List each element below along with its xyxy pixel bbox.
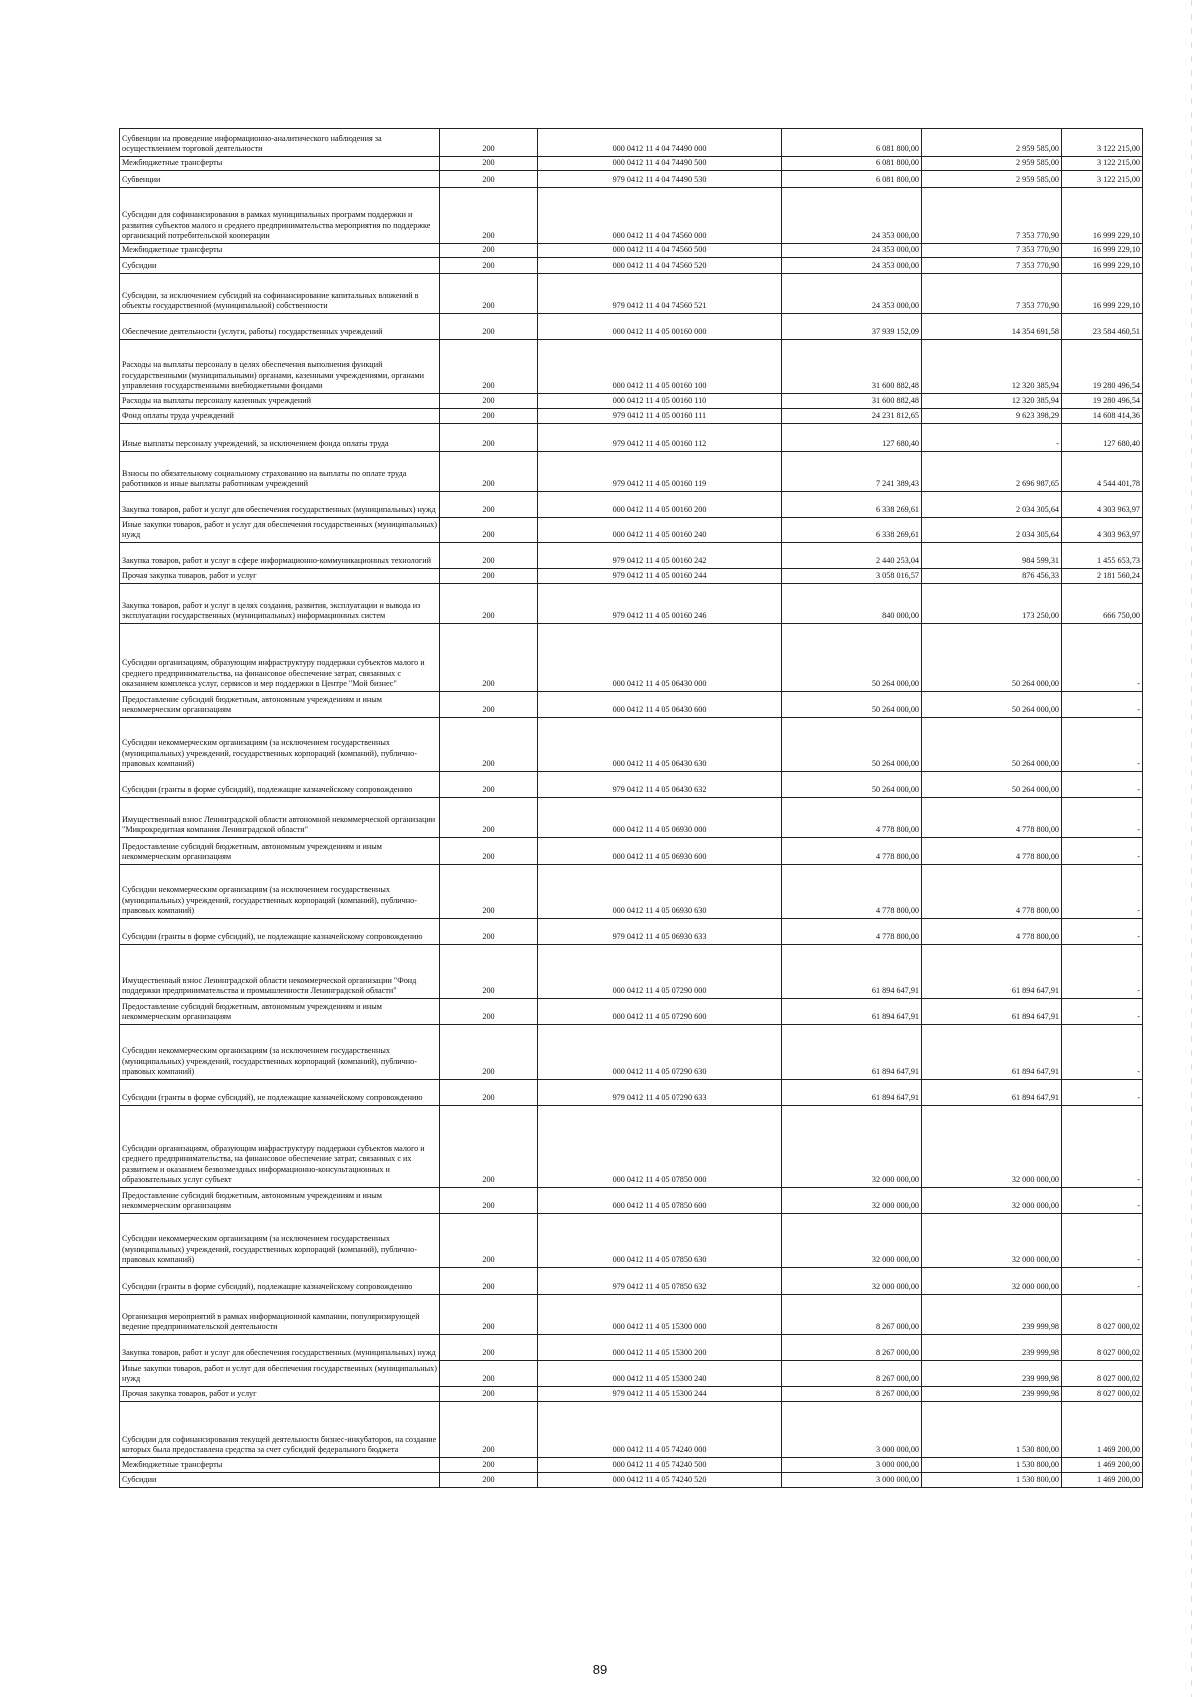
cell-unexecuted-amount: -	[1062, 999, 1143, 1025]
cell-executed-amount: 12 320 385,94	[922, 394, 1062, 409]
cell-expense-name: Субсидии, за исключением субсидий на софинансирование капитальных вложений в объекты государственной (муниципальной) собственности	[120, 274, 440, 314]
cell-classification-code: 000 0412 11 4 04 74560 500	[538, 244, 782, 258]
cell-approved-amount: 24 353 000,00	[782, 188, 922, 244]
cell-classification-code: 000 0412 11 4 05 00160 000	[538, 314, 782, 340]
cell-classification-code: 979 0412 11 4 05 00160 111	[538, 409, 782, 424]
cell-unexecuted-amount: 19 280 496,54	[1062, 340, 1143, 394]
cell-unexecuted-amount: 4 303 963,97	[1062, 518, 1143, 543]
cell-unexecuted-amount: -	[1062, 798, 1143, 838]
table-row	[120, 772, 1143, 798]
cell-approved-amount: 24 231 812,65	[782, 409, 922, 424]
cell-line-code: 200	[440, 394, 538, 409]
cell-executed-amount: 7 353 770,90	[922, 188, 1062, 244]
cell-classification-code: 000 0412 11 4 05 00160 240	[538, 518, 782, 543]
cell-line-code: 200	[440, 1402, 538, 1458]
cell-executed-amount: 1 530 800,00	[922, 1458, 1062, 1473]
table-row	[120, 1402, 1143, 1458]
cell-executed-amount: 173 250,00	[922, 584, 1062, 624]
cell-executed-amount: 239 999,98	[922, 1387, 1062, 1402]
cell-classification-code: 000 0412 11 4 05 15300 200	[538, 1335, 782, 1361]
cell-unexecuted-amount: 1 455 653,73	[1062, 543, 1143, 569]
cell-executed-amount: 12 320 385,94	[922, 340, 1062, 394]
cell-line-code: 200	[440, 1295, 538, 1335]
cell-expense-name: Взносы по обязательному социальному страхованию на выплаты по оплате труда работников и иные выплаты работникам учреждений	[120, 452, 440, 492]
cell-classification-code: 000 0412 11 4 05 07850 000	[538, 1106, 782, 1188]
cell-approved-amount: 7 241 389,43	[782, 452, 922, 492]
cell-executed-amount: -	[922, 424, 1062, 452]
cell-executed-amount: 239 999,98	[922, 1361, 1062, 1387]
cell-approved-amount: 32 000 000,00	[782, 1188, 922, 1214]
cell-approved-amount: 6 081 800,00	[782, 171, 922, 188]
cell-unexecuted-amount: 2 181 560,24	[1062, 569, 1143, 584]
cell-executed-amount: 7 353 770,90	[922, 274, 1062, 314]
cell-expense-name: Закупка товаров, работ и услуг для обеспечения государственных (муниципальных) нужд	[120, 492, 440, 518]
cell-expense-name: Субсидии (гранты в форме субсидий), подлежащие казначейскому сопровождению	[120, 772, 440, 798]
cell-expense-name: Субвенции на проведение информационно-аналитического наблюдения за осуществлением торговой деятельности	[120, 129, 440, 157]
cell-executed-amount: 50 264 000,00	[922, 692, 1062, 718]
page-number: 89	[592, 1662, 608, 1677]
cell-line-code: 200	[440, 340, 538, 394]
cell-expense-name: Обеспечение деятельности (услуги, работы) государственных учреждений	[120, 314, 440, 340]
cell-approved-amount: 8 267 000,00	[782, 1387, 922, 1402]
cell-executed-amount: 61 894 647,91	[922, 1025, 1062, 1080]
cell-executed-amount: 876 456,33	[922, 569, 1062, 584]
cell-unexecuted-amount: 4 303 963,97	[1062, 492, 1143, 518]
cell-line-code: 200	[440, 919, 538, 945]
budget-expenditure-table	[119, 128, 1143, 1488]
cell-approved-amount: 32 000 000,00	[782, 1214, 922, 1268]
cell-unexecuted-amount: -	[1062, 1106, 1143, 1188]
cell-unexecuted-amount: 8 027 000,02	[1062, 1335, 1143, 1361]
cell-line-code: 200	[440, 1361, 538, 1387]
cell-approved-amount: 6 338 269,61	[782, 492, 922, 518]
cell-unexecuted-amount: 8 027 000,02	[1062, 1361, 1143, 1387]
table-row	[120, 1295, 1143, 1335]
table-row	[120, 584, 1143, 624]
cell-executed-amount: 4 778 800,00	[922, 838, 1062, 865]
cell-classification-code: 000 0412 11 4 05 07290 000	[538, 945, 782, 999]
cell-executed-amount: 2 959 585,00	[922, 171, 1062, 188]
cell-unexecuted-amount: -	[1062, 1188, 1143, 1214]
cell-classification-code: 979 0412 11 4 05 15300 244	[538, 1387, 782, 1402]
cell-executed-amount: 32 000 000,00	[922, 1268, 1062, 1295]
cell-line-code: 200	[440, 1188, 538, 1214]
cell-unexecuted-amount: -	[1062, 1214, 1143, 1268]
cell-approved-amount: 50 264 000,00	[782, 772, 922, 798]
cell-unexecuted-amount: 14 608 414,36	[1062, 409, 1143, 424]
table-row	[120, 1188, 1143, 1214]
cell-classification-code: 000 0412 11 4 05 15300 000	[538, 1295, 782, 1335]
table-row	[120, 798, 1143, 838]
cell-line-code: 200	[440, 424, 538, 452]
cell-unexecuted-amount: 1 469 200,00	[1062, 1473, 1143, 1488]
cell-classification-code: 000 0412 11 4 05 06930 000	[538, 798, 782, 838]
cell-executed-amount: 61 894 647,91	[922, 1080, 1062, 1106]
cell-expense-name: Субсидии (гранты в форме субсидий), не подлежащие казначейскому сопровождению	[120, 1080, 440, 1106]
cell-unexecuted-amount: 666 750,00	[1062, 584, 1143, 624]
cell-approved-amount: 61 894 647,91	[782, 999, 922, 1025]
cell-line-code: 200	[440, 1214, 538, 1268]
cell-approved-amount: 24 353 000,00	[782, 244, 922, 258]
cell-line-code: 200	[440, 798, 538, 838]
cell-classification-code: 000 0412 11 4 05 06930 600	[538, 838, 782, 865]
cell-classification-code: 979 0412 11 4 05 07850 632	[538, 1268, 782, 1295]
cell-approved-amount: 3 058 016,57	[782, 569, 922, 584]
cell-line-code: 200	[440, 569, 538, 584]
cell-classification-code: 979 0412 11 4 04 74560 521	[538, 274, 782, 314]
cell-classification-code: 000 0412 11 4 05 74240 000	[538, 1402, 782, 1458]
cell-approved-amount: 24 353 000,00	[782, 258, 922, 274]
cell-unexecuted-amount: -	[1062, 1080, 1143, 1106]
cell-approved-amount: 6 081 800,00	[782, 129, 922, 157]
cell-expense-name: Имущественный взнос Ленинградской области некоммерческой организации "Фонд поддержки предпринимательства и промышленности Ленинградской области"	[120, 945, 440, 999]
cell-approved-amount: 32 000 000,00	[782, 1106, 922, 1188]
cell-unexecuted-amount: 3 122 215,00	[1062, 157, 1143, 171]
cell-classification-code: 000 0412 11 4 05 00160 100	[538, 340, 782, 394]
cell-executed-amount: 2 696 987,65	[922, 452, 1062, 492]
cell-approved-amount: 31 600 882,48	[782, 340, 922, 394]
cell-classification-code: 000 0412 11 4 04 74490 000	[538, 129, 782, 157]
cell-unexecuted-amount: -	[1062, 692, 1143, 718]
cell-unexecuted-amount: 1 469 200,00	[1062, 1402, 1143, 1458]
cell-expense-name: Межбюджетные трансферты	[120, 1458, 440, 1473]
cell-classification-code: 000 0412 11 4 04 74560 000	[538, 188, 782, 244]
cell-executed-amount: 50 264 000,00	[922, 772, 1062, 798]
cell-classification-code: 000 0412 11 4 05 07850 600	[538, 1188, 782, 1214]
cell-unexecuted-amount: -	[1062, 624, 1143, 692]
table-row	[120, 424, 1143, 452]
table-row	[120, 244, 1143, 258]
cell-executed-amount: 4 778 800,00	[922, 919, 1062, 945]
table-row	[120, 1458, 1143, 1473]
cell-expense-name: Субсидии	[120, 258, 440, 274]
table-row	[120, 1473, 1143, 1488]
cell-expense-name: Субсидии	[120, 1473, 440, 1488]
cell-expense-name: Иные закупки товаров, работ и услуг для обеспечения государственных (муниципальных) нужд	[120, 518, 440, 543]
table-row	[120, 999, 1143, 1025]
cell-unexecuted-amount: -	[1062, 1025, 1143, 1080]
cell-unexecuted-amount: 8 027 000,02	[1062, 1295, 1143, 1335]
cell-classification-code: 000 0412 11 4 05 00160 110	[538, 394, 782, 409]
cell-line-code: 200	[440, 188, 538, 244]
cell-classification-code: 000 0412 11 4 05 07290 630	[538, 1025, 782, 1080]
cell-classification-code: 000 0412 11 4 05 74240 520	[538, 1473, 782, 1488]
cell-executed-amount: 984 599,31	[922, 543, 1062, 569]
cell-approved-amount: 3 000 000,00	[782, 1473, 922, 1488]
cell-unexecuted-amount: 127 680,40	[1062, 424, 1143, 452]
cell-executed-amount: 239 999,98	[922, 1335, 1062, 1361]
cell-approved-amount: 61 894 647,91	[782, 1080, 922, 1106]
cell-executed-amount: 2 034 305,64	[922, 492, 1062, 518]
cell-line-code: 200	[440, 258, 538, 274]
table-row	[120, 1214, 1143, 1268]
table-row	[120, 838, 1143, 865]
cell-approved-amount: 3 000 000,00	[782, 1402, 922, 1458]
cell-approved-amount: 3 000 000,00	[782, 1458, 922, 1473]
table-row	[120, 188, 1143, 244]
cell-expense-name: Предоставление субсидий бюджетным, автономным учреждениям и иным некоммерческим организациям	[120, 692, 440, 718]
cell-expense-name: Иные закупки товаров, работ и услуг для обеспечения государственных (муниципальных) нужд	[120, 1361, 440, 1387]
cell-line-code: 200	[440, 157, 538, 171]
table-row	[120, 258, 1143, 274]
table-row	[120, 492, 1143, 518]
cell-classification-code: 000 0412 11 4 05 06430 000	[538, 624, 782, 692]
cell-line-code: 200	[440, 409, 538, 424]
table-row	[120, 1025, 1143, 1080]
cell-unexecuted-amount: 16 999 229,10	[1062, 274, 1143, 314]
cell-approved-amount: 8 267 000,00	[782, 1361, 922, 1387]
cell-classification-code: 000 0412 11 4 05 15300 240	[538, 1361, 782, 1387]
cell-expense-name: Расходы на выплаты персоналу казенных учреждений	[120, 394, 440, 409]
cell-expense-name: Организация мероприятий в рамках информационной кампании, популяризирующей ведение предпринимательской деятельности	[120, 1295, 440, 1335]
table-row	[120, 1335, 1143, 1361]
cell-expense-name: Субсидии для софинансирования текущей деятельности бизнес-инкубаторов, на создание которых была предоставлена средства за счет субсидий федерального бюджета	[120, 1402, 440, 1458]
table-row	[120, 157, 1143, 171]
cell-expense-name: Субсидии организациям, образующим инфраструктуру поддержки субъектов малого и среднего предпринимательства, на финансовое обеспечение затрат, связанных с оказанием комплекса услуг, сервисов и мер поддержки в Центре "Мой бизнес"	[120, 624, 440, 692]
cell-unexecuted-amount: -	[1062, 865, 1143, 919]
cell-classification-code: 979 0412 11 4 05 00160 246	[538, 584, 782, 624]
cell-classification-code: 000 0412 11 4 05 07290 600	[538, 999, 782, 1025]
cell-line-code: 200	[440, 772, 538, 798]
cell-line-code: 200	[440, 129, 538, 157]
cell-classification-code: 979 0412 11 4 05 00160 244	[538, 569, 782, 584]
cell-executed-amount: 239 999,98	[922, 1295, 1062, 1335]
cell-classification-code: 979 0412 11 4 05 07290 633	[538, 1080, 782, 1106]
cell-unexecuted-amount: 4 544 401,78	[1062, 452, 1143, 492]
cell-executed-amount: 32 000 000,00	[922, 1188, 1062, 1214]
cell-approved-amount: 61 894 647,91	[782, 945, 922, 999]
cell-unexecuted-amount: -	[1062, 772, 1143, 798]
table-row	[120, 865, 1143, 919]
cell-expense-name: Закупка товаров, работ и услуг в целях создания, развития, эксплуатации и вывода из эксплуатации государственных (муниципальных) информационных систем	[120, 584, 440, 624]
cell-executed-amount: 7 353 770,90	[922, 244, 1062, 258]
cell-expense-name: Расходы на выплаты персоналу в целях обеспечения выполнения функций государственными (муниципальными) органами, казенными учреждениями, органами управления государственными внебюджетными фондами	[120, 340, 440, 394]
table-row	[120, 1387, 1143, 1402]
cell-classification-code: 000 0412 11 4 04 74490 500	[538, 157, 782, 171]
cell-executed-amount: 61 894 647,91	[922, 945, 1062, 999]
table-row	[120, 1361, 1143, 1387]
cell-expense-name: Иные выплаты персоналу учреждений, за исключением фонда оплаты труда	[120, 424, 440, 452]
cell-line-code: 200	[440, 1387, 538, 1402]
cell-line-code: 200	[440, 244, 538, 258]
cell-approved-amount: 32 000 000,00	[782, 1268, 922, 1295]
cell-expense-name: Фонд оплаты труда учреждений	[120, 409, 440, 424]
table-row	[120, 1106, 1143, 1188]
cell-line-code: 200	[440, 718, 538, 772]
cell-expense-name: Прочая закупка товаров, работ и услуг	[120, 1387, 440, 1402]
cell-approved-amount: 2 440 253,04	[782, 543, 922, 569]
cell-line-code: 200	[440, 1335, 538, 1361]
table-row	[120, 274, 1143, 314]
cell-approved-amount: 24 353 000,00	[782, 274, 922, 314]
cell-line-code: 200	[440, 1106, 538, 1188]
cell-approved-amount: 50 264 000,00	[782, 624, 922, 692]
cell-classification-code: 000 0412 11 4 05 07850 630	[538, 1214, 782, 1268]
cell-approved-amount: 50 264 000,00	[782, 718, 922, 772]
cell-expense-name: Предоставление субсидий бюджетным, автономным учреждениям и иным некоммерческим организациям	[120, 999, 440, 1025]
cell-unexecuted-amount: 1 469 200,00	[1062, 1458, 1143, 1473]
cell-expense-name: Предоставление субсидий бюджетным, автономным учреждениям и иным некоммерческим организациям	[120, 838, 440, 865]
cell-expense-name: Закупка товаров, работ и услуг в сфере информационно-коммуникационных технологий	[120, 543, 440, 569]
cell-approved-amount: 127 680,40	[782, 424, 922, 452]
cell-executed-amount: 2 959 585,00	[922, 157, 1062, 171]
cell-line-code: 200	[440, 274, 538, 314]
cell-approved-amount: 6 338 269,61	[782, 518, 922, 543]
table-row	[120, 171, 1143, 188]
cell-classification-code: 000 0412 11 4 05 74240 500	[538, 1458, 782, 1473]
cell-approved-amount: 31 600 882,48	[782, 394, 922, 409]
cell-line-code: 200	[440, 543, 538, 569]
cell-line-code: 200	[440, 171, 538, 188]
table-row	[120, 340, 1143, 394]
cell-classification-code: 000 0412 11 4 05 00160 200	[538, 492, 782, 518]
cell-classification-code: 979 0412 11 4 05 00160 119	[538, 452, 782, 492]
cell-unexecuted-amount: -	[1062, 945, 1143, 999]
cell-expense-name: Субсидии некоммерческим организациям (за исключением государственных (муниципальных) учреждений, государственных корпораций (компаний), публично-правовых компаний)	[120, 865, 440, 919]
cell-executed-amount: 4 778 800,00	[922, 798, 1062, 838]
cell-classification-code: 000 0412 11 4 05 06430 600	[538, 692, 782, 718]
cell-approved-amount: 4 778 800,00	[782, 865, 922, 919]
cell-executed-amount: 2 959 585,00	[922, 129, 1062, 157]
cell-classification-code: 979 0412 11 4 04 74490 530	[538, 171, 782, 188]
cell-executed-amount: 1 530 800,00	[922, 1473, 1062, 1488]
cell-classification-code: 979 0412 11 4 05 00160 112	[538, 424, 782, 452]
cell-line-code: 200	[440, 999, 538, 1025]
table-body	[120, 129, 1143, 1488]
cell-classification-code: 000 0412 11 4 05 06930 630	[538, 865, 782, 919]
table-row	[120, 919, 1143, 945]
cell-unexecuted-amount: 23 584 460,51	[1062, 314, 1143, 340]
cell-expense-name: Предоставление субсидий бюджетным, автономным учреждениям и иным некоммерческим организациям	[120, 1188, 440, 1214]
table-row	[120, 129, 1143, 157]
table-row	[120, 1080, 1143, 1106]
cell-line-code: 200	[440, 518, 538, 543]
table-row	[120, 692, 1143, 718]
cell-expense-name: Субсидии для софинансирования в рамках муниципальных программ поддержки и развития субъектов малого и среднего предпринимательства мероприятия по поддержке организаций потребительской кооперации	[120, 188, 440, 244]
cell-approved-amount: 8 267 000,00	[782, 1335, 922, 1361]
cell-line-code: 200	[440, 1473, 538, 1488]
cell-line-code: 200	[440, 584, 538, 624]
cell-executed-amount: 61 894 647,91	[922, 999, 1062, 1025]
cell-classification-code: 979 0412 11 4 05 00160 242	[538, 543, 782, 569]
cell-executed-amount: 50 264 000,00	[922, 718, 1062, 772]
cell-line-code: 200	[440, 492, 538, 518]
cell-expense-name: Имущественный взнос Ленинградской области автономной некоммерческой организации "Микрокредитная компания Ленинградской области"	[120, 798, 440, 838]
table-row	[120, 314, 1143, 340]
cell-unexecuted-amount: -	[1062, 1268, 1143, 1295]
cell-expense-name: Субсидии некоммерческим организациям (за исключением государственных (муниципальных) учреждений, государственных корпораций (компаний), публично-правовых компаний)	[120, 1025, 440, 1080]
cell-unexecuted-amount: -	[1062, 919, 1143, 945]
cell-approved-amount: 37 939 152,09	[782, 314, 922, 340]
cell-approved-amount: 8 267 000,00	[782, 1295, 922, 1335]
table-row	[120, 569, 1143, 584]
cell-unexecuted-amount: 8 027 000,02	[1062, 1387, 1143, 1402]
cell-line-code: 200	[440, 1268, 538, 1295]
cell-line-code: 200	[440, 1080, 538, 1106]
table-row	[120, 1268, 1143, 1295]
cell-executed-amount: 32 000 000,00	[922, 1214, 1062, 1268]
cell-expense-name: Межбюджетные трансферты	[120, 244, 440, 258]
cell-unexecuted-amount: 3 122 215,00	[1062, 171, 1143, 188]
cell-unexecuted-amount: -	[1062, 718, 1143, 772]
cell-expense-name: Субсидии некоммерческим организациям (за исключением государственных (муниципальных) учреждений, государственных корпораций (компаний), публично-правовых компаний)	[120, 1214, 440, 1268]
cell-approved-amount: 4 778 800,00	[782, 838, 922, 865]
cell-expense-name: Прочая закупка товаров, работ и услуг	[120, 569, 440, 584]
cell-executed-amount: 4 778 800,00	[922, 865, 1062, 919]
cell-approved-amount: 840 000,00	[782, 584, 922, 624]
cell-executed-amount: 14 354 691,58	[922, 314, 1062, 340]
cell-line-code: 200	[440, 1025, 538, 1080]
cell-executed-amount: 9 623 398,29	[922, 409, 1062, 424]
cell-line-code: 200	[440, 945, 538, 999]
cell-unexecuted-amount: 3 122 215,00	[1062, 129, 1143, 157]
cell-approved-amount: 50 264 000,00	[782, 692, 922, 718]
cell-executed-amount: 2 034 305,64	[922, 518, 1062, 543]
cell-approved-amount: 4 778 800,00	[782, 798, 922, 838]
cell-line-code: 200	[440, 452, 538, 492]
cell-expense-name: Субсидии (гранты в форме субсидий), подлежащие казначейскому сопровождению	[120, 1268, 440, 1295]
scan-edge-artifact	[1191, 0, 1192, 1697]
cell-expense-name: Субсидии (гранты в форме субсидий), не подлежащие казначейскому сопровождению	[120, 919, 440, 945]
cell-expense-name: Субсидии организациям, образующим инфраструктуру поддержки субъектов малого и среднего предпринимательства, на финансовое обеспечение затрат, связанных с их развитием и оказанием безвозмездных информационно-консультационных и образовательных услуг субъект	[120, 1106, 440, 1188]
cell-classification-code: 979 0412 11 4 05 06930 633	[538, 919, 782, 945]
table-row	[120, 452, 1143, 492]
cell-line-code: 200	[440, 1458, 538, 1473]
cell-unexecuted-amount: 16 999 229,10	[1062, 188, 1143, 244]
table-row	[120, 718, 1143, 772]
cell-expense-name: Межбюджетные трансферты	[120, 157, 440, 171]
cell-executed-amount: 32 000 000,00	[922, 1106, 1062, 1188]
table-row	[120, 409, 1143, 424]
cell-expense-name: Субсидии некоммерческим организациям (за исключением государственных (муниципальных) учреждений, государственных корпораций (компаний), публично-правовых компаний)	[120, 718, 440, 772]
table-row	[120, 945, 1143, 999]
cell-unexecuted-amount: -	[1062, 838, 1143, 865]
cell-classification-code: 000 0412 11 4 04 74560 520	[538, 258, 782, 274]
cell-unexecuted-amount: 19 280 496,54	[1062, 394, 1143, 409]
cell-unexecuted-amount: 16 999 229,10	[1062, 244, 1143, 258]
cell-line-code: 200	[440, 865, 538, 919]
table-row	[120, 518, 1143, 543]
table-row	[120, 624, 1143, 692]
cell-approved-amount: 4 778 800,00	[782, 919, 922, 945]
cell-unexecuted-amount: 16 999 229,10	[1062, 258, 1143, 274]
cell-expense-name: Закупка товаров, работ и услуг для обеспечения государственных (муниципальных) нужд	[120, 1335, 440, 1361]
table-row	[120, 543, 1143, 569]
cell-classification-code: 979 0412 11 4 05 06430 632	[538, 772, 782, 798]
cell-classification-code: 000 0412 11 4 05 06430 630	[538, 718, 782, 772]
cell-executed-amount: 1 530 800,00	[922, 1402, 1062, 1458]
cell-executed-amount: 7 353 770,90	[922, 258, 1062, 274]
cell-line-code: 200	[440, 314, 538, 340]
table-row	[120, 394, 1143, 409]
cell-approved-amount: 61 894 647,91	[782, 1025, 922, 1080]
cell-approved-amount: 6 081 800,00	[782, 157, 922, 171]
cell-expense-name: Субвенции	[120, 171, 440, 188]
cell-executed-amount: 50 264 000,00	[922, 624, 1062, 692]
cell-line-code: 200	[440, 838, 538, 865]
cell-line-code: 200	[440, 624, 538, 692]
cell-line-code: 200	[440, 692, 538, 718]
